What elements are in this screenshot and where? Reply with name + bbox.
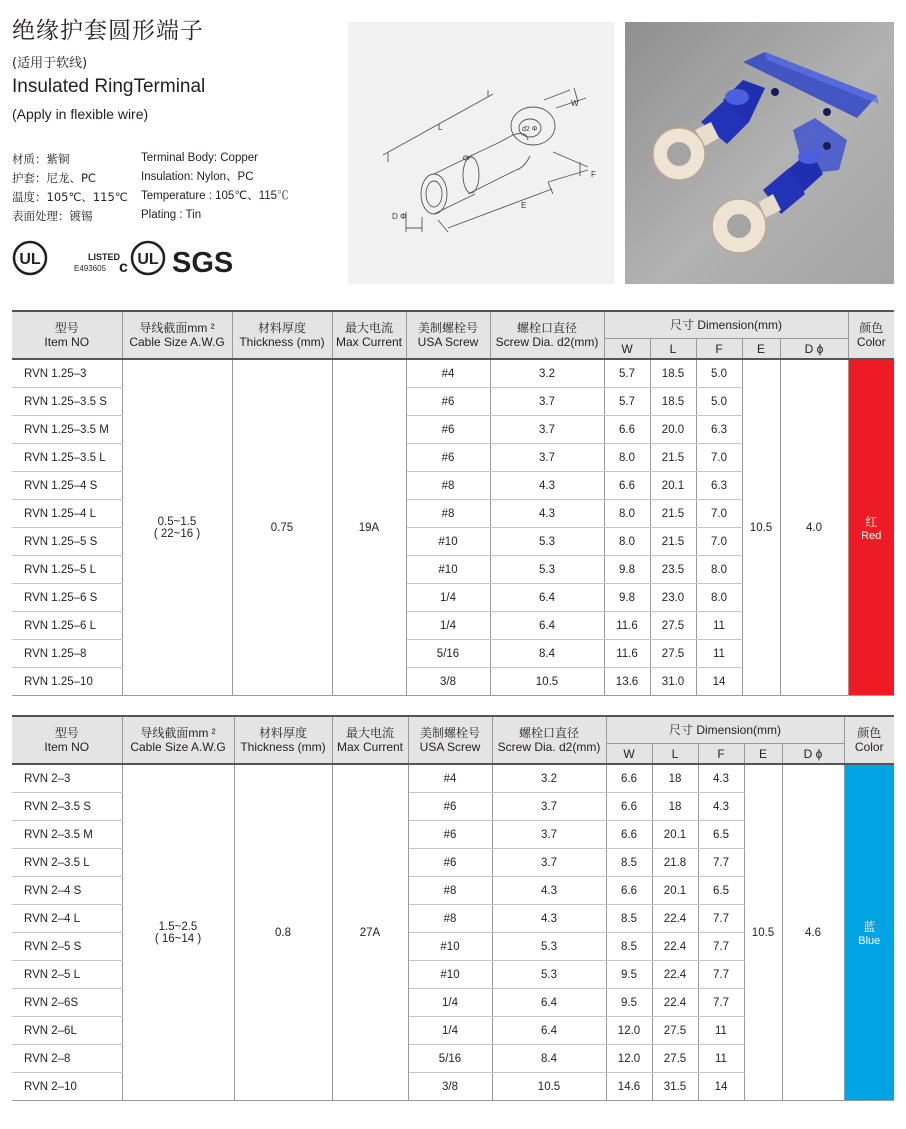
usa-screw: #6 bbox=[406, 416, 490, 444]
cable-size-mm2: 1.5~2.5 bbox=[158, 920, 198, 933]
dimension-f: 6.3 bbox=[696, 472, 742, 500]
dimension-f: 7.7 bbox=[698, 961, 744, 989]
item-number: RVN 1.25–3 bbox=[12, 359, 122, 388]
cable-size bbox=[122, 764, 234, 1101]
dimension-f: 4.3 bbox=[698, 764, 744, 793]
dimension-w: 9.5 bbox=[606, 961, 652, 989]
header-screw-dia: 螺栓口直径 Screw Dia. d2(mm) bbox=[492, 717, 606, 764]
item-number: RVN 2–8 bbox=[12, 1045, 122, 1073]
dimension-f: 7.0 bbox=[696, 500, 742, 528]
dimension-w: 5.7 bbox=[604, 388, 650, 416]
sgs-logo: SGS bbox=[172, 247, 234, 279]
usa-screw: #10 bbox=[406, 556, 490, 584]
item-number: RVN 1.25–6 S bbox=[12, 584, 122, 612]
dimension-f: 14 bbox=[696, 668, 742, 696]
dimension-f: 8.0 bbox=[696, 584, 742, 612]
drawing-label-d: D Φ bbox=[392, 212, 407, 221]
usa-screw: 3/8 bbox=[406, 668, 490, 696]
dimension-l: 27.5 bbox=[650, 612, 696, 640]
listed-text: LISTED bbox=[88, 252, 121, 262]
header-f: F bbox=[698, 744, 744, 765]
item-number: RVN 1.25–6 L bbox=[12, 612, 122, 640]
header-max-current: 最大电流 Max Current bbox=[332, 312, 406, 359]
item-number: RVN 2–4 S bbox=[12, 877, 122, 905]
dimension-f: 8.0 bbox=[696, 556, 742, 584]
dimension-f: 7.7 bbox=[698, 905, 744, 933]
product-photo bbox=[625, 22, 894, 284]
header-cable-size: 导线截面mm ² Cable Size A.W.G bbox=[122, 717, 234, 764]
screw-diameter: 3.2 bbox=[490, 359, 604, 388]
dimension-w: 6.6 bbox=[604, 472, 650, 500]
item-number: RVN 2–3.5 S bbox=[12, 793, 122, 821]
usa-screw: 3/8 bbox=[408, 1073, 492, 1101]
cul-c-text: c bbox=[119, 259, 128, 276]
table-row bbox=[12, 764, 894, 793]
item-number: RVN 1.25–3.5 L bbox=[12, 444, 122, 472]
dimension-w: 14.6 bbox=[606, 1073, 652, 1101]
spec-insulation-en: Insulation: Nylon、PC bbox=[141, 171, 254, 183]
dimension-f: 5.0 bbox=[696, 388, 742, 416]
certification-logos bbox=[12, 236, 252, 280]
color-swatch bbox=[844, 764, 894, 1101]
dimension-w: 11.6 bbox=[604, 612, 650, 640]
dimension-f: 6.5 bbox=[698, 821, 744, 849]
dimension-w: 6.6 bbox=[606, 764, 652, 793]
usa-screw: #8 bbox=[408, 877, 492, 905]
spec-plating-cn: 表面处理：镀锡 bbox=[12, 209, 93, 223]
dimension-l: 18.5 bbox=[650, 388, 696, 416]
header-f: F bbox=[696, 339, 742, 360]
screw-diameter: 4.3 bbox=[492, 905, 606, 933]
usa-screw: #6 bbox=[408, 849, 492, 877]
spec-table-rvn125 bbox=[12, 312, 894, 696]
header-color: 颜色 Color bbox=[848, 312, 894, 359]
usa-screw: #6 bbox=[406, 444, 490, 472]
table-row bbox=[12, 359, 894, 388]
dimension-l: 21.5 bbox=[650, 500, 696, 528]
screw-diameter: 3.7 bbox=[490, 388, 604, 416]
screw-diameter: 10.5 bbox=[490, 668, 604, 696]
dimension-l: 18.5 bbox=[650, 359, 696, 388]
usa-screw: 5/16 bbox=[406, 640, 490, 668]
usa-screw: #4 bbox=[406, 359, 490, 388]
ring-terminal-drawing bbox=[348, 22, 614, 284]
item-number: RVN 2–3.5 L bbox=[12, 849, 122, 877]
header-l: L bbox=[650, 339, 696, 360]
dimension-l: 18 bbox=[652, 764, 698, 793]
cable-size-awg: ( 16~14 ) bbox=[154, 932, 202, 945]
item-number: RVN 2–3.5 M bbox=[12, 821, 122, 849]
usa-screw: 1/4 bbox=[408, 1017, 492, 1045]
usa-screw: #10 bbox=[406, 528, 490, 556]
dimension-f: 7.7 bbox=[698, 849, 744, 877]
dimension-w: 8.5 bbox=[606, 849, 652, 877]
dimension-w: 12.0 bbox=[606, 1017, 652, 1045]
screw-diameter: 6.4 bbox=[490, 612, 604, 640]
item-number: RVN 1.25–4 S bbox=[12, 472, 122, 500]
dimension-f: 6.3 bbox=[696, 416, 742, 444]
cul-logo-text: UL bbox=[137, 251, 159, 268]
dimension-w: 6.6 bbox=[606, 877, 652, 905]
header-d: D ϕ bbox=[782, 744, 844, 765]
dimension-l: 23.0 bbox=[650, 584, 696, 612]
item-number: RVN 1.25–3.5 M bbox=[12, 416, 122, 444]
dimension-l: 22.4 bbox=[652, 961, 698, 989]
dimension-l: 20.1 bbox=[652, 821, 698, 849]
usa-screw: #6 bbox=[406, 388, 490, 416]
usa-screw: #6 bbox=[408, 821, 492, 849]
screw-diameter: 3.7 bbox=[492, 849, 606, 877]
dimension-l: 27.5 bbox=[650, 640, 696, 668]
usa-screw: #8 bbox=[406, 472, 490, 500]
screw-diameter: 5.3 bbox=[492, 933, 606, 961]
item-number: RVN 2–5 L bbox=[12, 961, 122, 989]
item-number: RVN 2–6S bbox=[12, 989, 122, 1017]
header-e: E bbox=[742, 339, 780, 360]
dimension-l: 27.5 bbox=[652, 1017, 698, 1045]
file-number-text: E493605 bbox=[74, 264, 107, 273]
page-title-cn: 绝缘护套圆形端子 bbox=[12, 18, 204, 44]
screw-diameter: 3.2 bbox=[492, 764, 606, 793]
spec-table-rvn2 bbox=[12, 717, 894, 1101]
dimension-l: 20.1 bbox=[650, 472, 696, 500]
dimension-w: 8.5 bbox=[606, 933, 652, 961]
dimension-w: 8.0 bbox=[604, 500, 650, 528]
dimension-f: 11 bbox=[696, 640, 742, 668]
drawing-label-d2: d2 Φ bbox=[522, 126, 538, 133]
dimension-w: 6.6 bbox=[604, 416, 650, 444]
material-specs-en bbox=[141, 149, 289, 225]
item-number: RVN 2–10 bbox=[12, 1073, 122, 1101]
header-item: 型号 Item NO bbox=[12, 312, 122, 359]
drawing-label-w: W bbox=[571, 99, 579, 108]
spec-temperature-cn: 温度：105℃、115℃ bbox=[12, 190, 128, 204]
screw-diameter: 5.3 bbox=[492, 961, 606, 989]
screw-diameter: 3.7 bbox=[490, 444, 604, 472]
usa-screw: #10 bbox=[408, 933, 492, 961]
header-d: D ϕ bbox=[780, 339, 848, 360]
item-number: RVN 1.25–8 bbox=[12, 640, 122, 668]
dimension-w: 9.8 bbox=[604, 556, 650, 584]
dimension-e: 10.5 bbox=[744, 764, 782, 1101]
usa-screw: 1/4 bbox=[406, 584, 490, 612]
dimension-w: 6.6 bbox=[606, 821, 652, 849]
usa-screw: 1/4 bbox=[406, 612, 490, 640]
dimension-l: 21.8 bbox=[652, 849, 698, 877]
usa-screw: #8 bbox=[406, 500, 490, 528]
header-dimension: 尺寸 Dimension(mm) bbox=[606, 717, 844, 744]
screw-diameter: 8.4 bbox=[490, 640, 604, 668]
item-number: RVN 1.25–4 L bbox=[12, 500, 122, 528]
material-specs-cn bbox=[12, 150, 128, 226]
page-subtitle-en: (Apply in flexible wire) bbox=[12, 106, 149, 122]
header-dimension: 尺寸 Dimension(mm) bbox=[604, 312, 848, 339]
screw-diameter: 6.4 bbox=[490, 584, 604, 612]
cul-logo bbox=[119, 242, 164, 276]
header-w: W bbox=[606, 744, 652, 765]
dimension-f: 11 bbox=[698, 1017, 744, 1045]
cable-size bbox=[122, 359, 232, 696]
screw-diameter: 4.3 bbox=[492, 877, 606, 905]
item-number: RVN 1.25–5 L bbox=[12, 556, 122, 584]
screw-diameter: 6.4 bbox=[492, 989, 606, 1017]
color-name-cn: 红 bbox=[865, 515, 878, 529]
spec-material-en: Terminal Body: Copper bbox=[141, 152, 258, 164]
dimension-l: 20.1 bbox=[652, 877, 698, 905]
dimension-l: 31.0 bbox=[650, 668, 696, 696]
color-name-en: Red bbox=[861, 530, 882, 542]
ul-logo-text: UL bbox=[19, 251, 41, 268]
dimension-w: 11.6 bbox=[604, 640, 650, 668]
spec-material-cn: 材质：紫铜 bbox=[12, 152, 70, 166]
dimension-l: 18 bbox=[652, 793, 698, 821]
dimension-l: 22.4 bbox=[652, 905, 698, 933]
screw-diameter: 3.7 bbox=[492, 821, 606, 849]
page-subtitle-cn: (适用于软线) bbox=[12, 56, 88, 71]
dimension-l: 27.5 bbox=[652, 1045, 698, 1073]
header-thickness: 材料厚度 Thickness (mm) bbox=[234, 717, 332, 764]
dimension-l: 31.5 bbox=[652, 1073, 698, 1101]
cable-size-awg: ( 22~16 ) bbox=[153, 527, 201, 540]
dimension-w: 5.7 bbox=[604, 359, 650, 388]
item-number: RVN 1.25–5 S bbox=[12, 528, 122, 556]
screw-diameter: 5.3 bbox=[490, 528, 604, 556]
dimension-l: 20.0 bbox=[650, 416, 696, 444]
spec-plating-en: Plating : Tin bbox=[141, 209, 202, 221]
header-thickness: 材料厚度 Thickness (mm) bbox=[232, 312, 332, 359]
dimension-f: 5.0 bbox=[696, 359, 742, 388]
item-number: RVN 2–4 L bbox=[12, 905, 122, 933]
dimension-w: 8.0 bbox=[604, 528, 650, 556]
dimension-f: 4.3 bbox=[698, 793, 744, 821]
color-swatch bbox=[848, 359, 894, 696]
dimension-f: 7.0 bbox=[696, 528, 742, 556]
dimension-d: 4.0 bbox=[780, 359, 848, 696]
page-title-en: Insulated RingTerminal bbox=[12, 76, 206, 97]
item-number: RVN 2–6L bbox=[12, 1017, 122, 1045]
spec-insulation-cn: 护套：尼龙、PC bbox=[12, 171, 96, 185]
screw-diameter: 6.4 bbox=[492, 1017, 606, 1045]
dimension-l: 21.5 bbox=[650, 528, 696, 556]
dimension-f: 7.7 bbox=[698, 989, 744, 1017]
screw-diameter: 4.3 bbox=[490, 472, 604, 500]
cable-size-mm2: 0.5~1.5 bbox=[157, 515, 197, 528]
thickness: 0.75 bbox=[232, 359, 332, 696]
item-number: RVN 1.25–10 bbox=[12, 668, 122, 696]
ul-logo bbox=[14, 242, 46, 274]
item-number: RVN 2–5 S bbox=[12, 933, 122, 961]
screw-diameter: 10.5 bbox=[492, 1073, 606, 1101]
screw-diameter: 4.3 bbox=[490, 500, 604, 528]
dimension-l: 23.5 bbox=[650, 556, 696, 584]
dimension-w: 8.5 bbox=[606, 905, 652, 933]
dimension-w: 12.0 bbox=[606, 1045, 652, 1073]
usa-screw: #6 bbox=[408, 793, 492, 821]
item-number: RVN 1.25–3.5 S bbox=[12, 388, 122, 416]
screw-diameter: 5.3 bbox=[490, 556, 604, 584]
dimension-l: 22.4 bbox=[652, 933, 698, 961]
dimension-w: 9.5 bbox=[606, 989, 652, 1017]
drawing-label-l: L bbox=[438, 123, 443, 132]
dimension-w: 9.8 bbox=[604, 584, 650, 612]
usa-screw: 5/16 bbox=[408, 1045, 492, 1073]
header-max-current: 最大电流 Max Current bbox=[332, 717, 408, 764]
header-screw-dia: 螺栓口直径 Screw Dia. d2(mm) bbox=[490, 312, 604, 359]
dimension-d: 4.6 bbox=[782, 764, 844, 1101]
dimension-f: 7.0 bbox=[696, 444, 742, 472]
max-current: 27A bbox=[332, 764, 408, 1101]
screw-diameter: 3.7 bbox=[490, 416, 604, 444]
dimension-f: 11 bbox=[696, 612, 742, 640]
screw-diameter: 8.4 bbox=[492, 1045, 606, 1073]
dimension-f: 6.5 bbox=[698, 877, 744, 905]
dimension-w: 13.6 bbox=[604, 668, 650, 696]
dimension-l: 22.4 bbox=[652, 989, 698, 1017]
usa-screw: #10 bbox=[408, 961, 492, 989]
usa-screw: 1/4 bbox=[408, 989, 492, 1017]
max-current: 19A bbox=[332, 359, 406, 696]
screw-diameter: 3.7 bbox=[492, 793, 606, 821]
header-color: 颜色 Color bbox=[844, 717, 894, 764]
item-number: RVN 2–3 bbox=[12, 764, 122, 793]
header-e: E bbox=[744, 744, 782, 765]
dimension-f: 14 bbox=[698, 1073, 744, 1101]
dimension-f: 11 bbox=[698, 1045, 744, 1073]
spec-temperature-en: Temperature : 105℃、115℃ bbox=[141, 190, 289, 202]
header-cable-size: 导线截面mm ² Cable Size A.W.G bbox=[122, 312, 232, 359]
header-w: W bbox=[604, 339, 650, 360]
header-usa-screw: 美制螺栓号 USA Screw bbox=[406, 312, 490, 359]
dimension-e: 10.5 bbox=[742, 359, 780, 696]
drawing-label-e: E bbox=[521, 201, 527, 210]
thickness: 0.8 bbox=[234, 764, 332, 1101]
dimension-f: 7.7 bbox=[698, 933, 744, 961]
header-item: 型号 Item NO bbox=[12, 717, 122, 764]
usa-screw: #8 bbox=[408, 905, 492, 933]
color-name-cn: 蓝 bbox=[863, 920, 876, 934]
dimension-w: 6.6 bbox=[606, 793, 652, 821]
dimension-w: 8.0 bbox=[604, 444, 650, 472]
drawing-label-f: F bbox=[591, 170, 596, 179]
usa-screw: #4 bbox=[408, 764, 492, 793]
color-name-en: Blue bbox=[858, 935, 881, 947]
header-l: L bbox=[652, 744, 698, 765]
dimension-l: 21.5 bbox=[650, 444, 696, 472]
header-usa-screw: 美制螺栓号 USA Screw bbox=[408, 717, 492, 764]
